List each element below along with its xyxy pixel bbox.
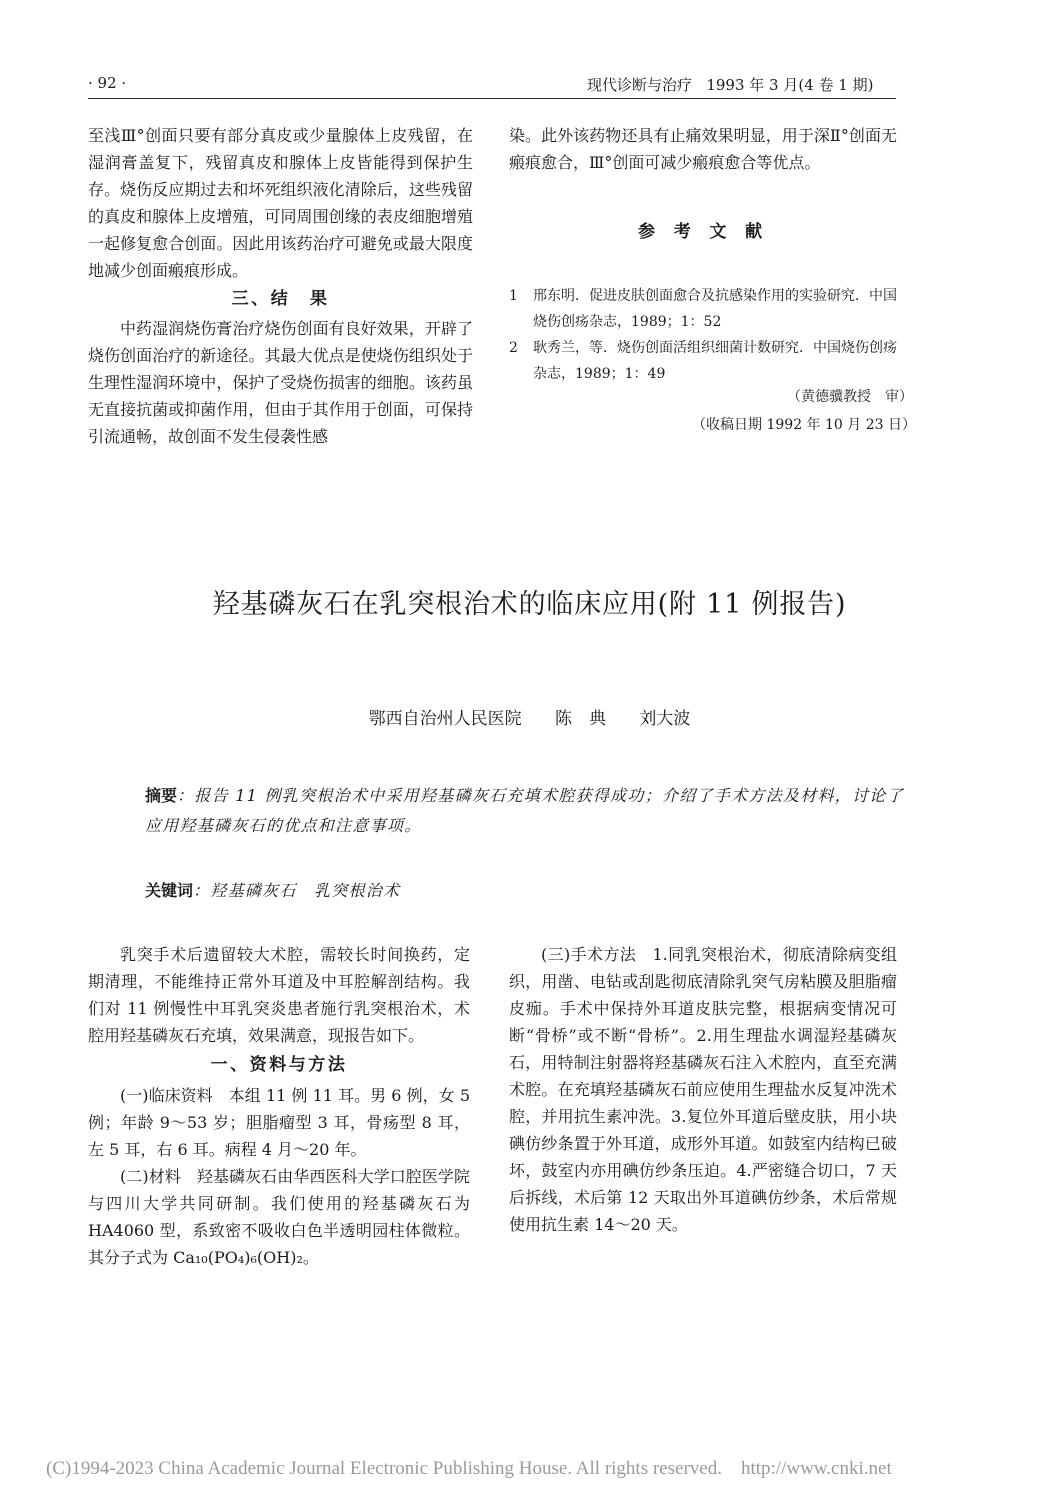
keywords-text: ：羟基磷灰石 乳突根治术 [193, 881, 401, 900]
references-heading: 参考文献 [638, 222, 781, 242]
intro-paragraph: 乳突手术后遗留较大术腔，需较长时间换药，定期清理，不能维持正常外耳道及中耳腔解剖结构。我们对 11 例慢性中耳乳突炎患者施行乳突根治术，术腔用羟基磷灰石充填，效果满意，现报告如下。 [88, 945, 470, 1045]
methods-paragraph: (三)手术方法 1.同乳突根治术，彻底清除病变组织，用凿、电钻或刮匙彻底清除乳突气房粘膜及胆脂瘤皮痂。手术中保持外耳道皮肤完整，根据病变情况可断“骨桥”或不断“骨桥”。2.用生理盐水调湿羟基磷灰石，用特制注射器将羟基磷灰石注入术腔内，直至充满术腔。在充填羟基磷灰石前应使用生理盐水反复冲洗术腔，并用抗生素冲洗。3.复位外耳道后壁皮肤，用小块碘仿纱条置于外耳道，成形外耳道。如鼓室内结构已破坏，鼓室内亦用碘仿纱条压迫。4.严密缝合切口，7 天后拆线，术后第 12 天取出外耳道碘仿纱条，术后常规使用抗生素 14～20 天。 [509, 945, 897, 1234]
article-title: 羟基磷灰石在乳突根治术的临床应用(附 11 例报告) [212, 589, 847, 620]
author-name: 陈 典 [555, 709, 606, 729]
header-rule [88, 98, 896, 99]
clinical-data-paragraph: (一)临床资料 本组 11 例 11 耳。男 6 例，女 5 例；年龄 9～53 岁；胆脂瘤型 3 耳，骨疡型 8 耳，左 5 耳，右 6 耳。病程 4 月～20 年。 [88, 1086, 470, 1159]
reviewer-note: （黄德骥教授 审） [787, 389, 913, 405]
copyright-text: (C)1994-2023 China Academic Journal Electronic Publishing House. All rights reserved. [46, 1458, 722, 1479]
prev-article-left-column [88, 122, 473, 450]
reference-item [509, 335, 909, 387]
affiliation: 鄂西自治州人民医院 [368, 709, 522, 729]
prev-article-right-column [509, 122, 897, 176]
reference-text: 耿秀兰，等．烧伤创面活组织细菌计数研究．中国烧伤创疡杂志，1989；1：49 [533, 340, 897, 382]
abstract-text: ：报告 11 例乳突根治术中采用羟基磷灰石充填术腔获得成功；介绍了手术方法及材料，讨论了应用羟基磷灰石的优点和注意事项。 [145, 786, 904, 835]
author-name: 刘大波 [639, 709, 691, 729]
running-header [587, 74, 873, 95]
journal-issue: 1993 年 3 月(4 卷 1 期) [706, 76, 874, 94]
prev-article-paragraph: 至浅Ⅲ°创面只要有部分真皮或少量腺体上皮残留，在湿润膏盖复下，残留真皮和腺体上皮皆能得到保护生存。烧伤反应期过去和坏死组织液化清除后，这些残留的真皮和腺体上皮增殖，可同周围创缘的表皮细胞增殖一起修复愈合创面。因此用该药治疗可避免或最大限度地减少创面瘢痕形成。 [88, 126, 473, 280]
prev-article-paragraph: 染。此外该药物还具有止痛效果明显，用于深Ⅱ°创面无瘢痕愈合，Ⅲ°创面可减少瘢痕愈合等优点。 [509, 126, 897, 172]
received-date: （收稿日期 1992 年 10 月 23 日） [692, 417, 916, 433]
footer-url[interactable]: http://www.cnki.net [740, 1458, 892, 1479]
page-number: · 92 · [88, 74, 127, 92]
keywords-label: 关键词 [145, 881, 194, 900]
copyright-footer [46, 1458, 892, 1480]
journal-name: 现代诊断与治疗 [587, 76, 693, 94]
abstract-label: 摘要 [145, 786, 178, 805]
author-line [0, 704, 1059, 729]
body-right-column [509, 941, 897, 1238]
prev-article-paragraph: 中药湿润烧伤膏治疗烧伤创面有良好效果，开辟了烧伤创面治疗的新途径。其最大优点是使烧伤组织处于生理性湿润环境中，保护了受烧伤损害的细胞。该药虽无直接抗菌或抑菌作用，但由于其作用于创面，可保持引流通畅，故创面不发生侵袭性感 [88, 319, 473, 446]
reference-number: 2 [509, 340, 518, 356]
references-list [509, 283, 909, 387]
reference-number: 1 [509, 288, 518, 304]
keywords [145, 878, 400, 901]
section-heading: 一、资料与方法 [210, 1055, 348, 1075]
reference-text: 邢东明．促进皮肤创面愈合及抗感染作用的实验研究．中国烧伤创疡杂志，1989；1：52 [533, 288, 897, 330]
body-left-column [88, 941, 470, 1271]
reference-item [509, 283, 909, 335]
materials-paragraph: (二)材料 羟基磷灰石由华西医科大学口腔医学院与四川大学共同研制。我们使用的羟基磷灰石为 HA4060 型，系致密不吸收白色半透明园柱体微粒。其分子式为 Ca₁₀(PO₄)₆(OH)₂。 [88, 1167, 470, 1267]
abstract [145, 781, 905, 841]
section-heading: 三、结 果 [231, 289, 330, 309]
